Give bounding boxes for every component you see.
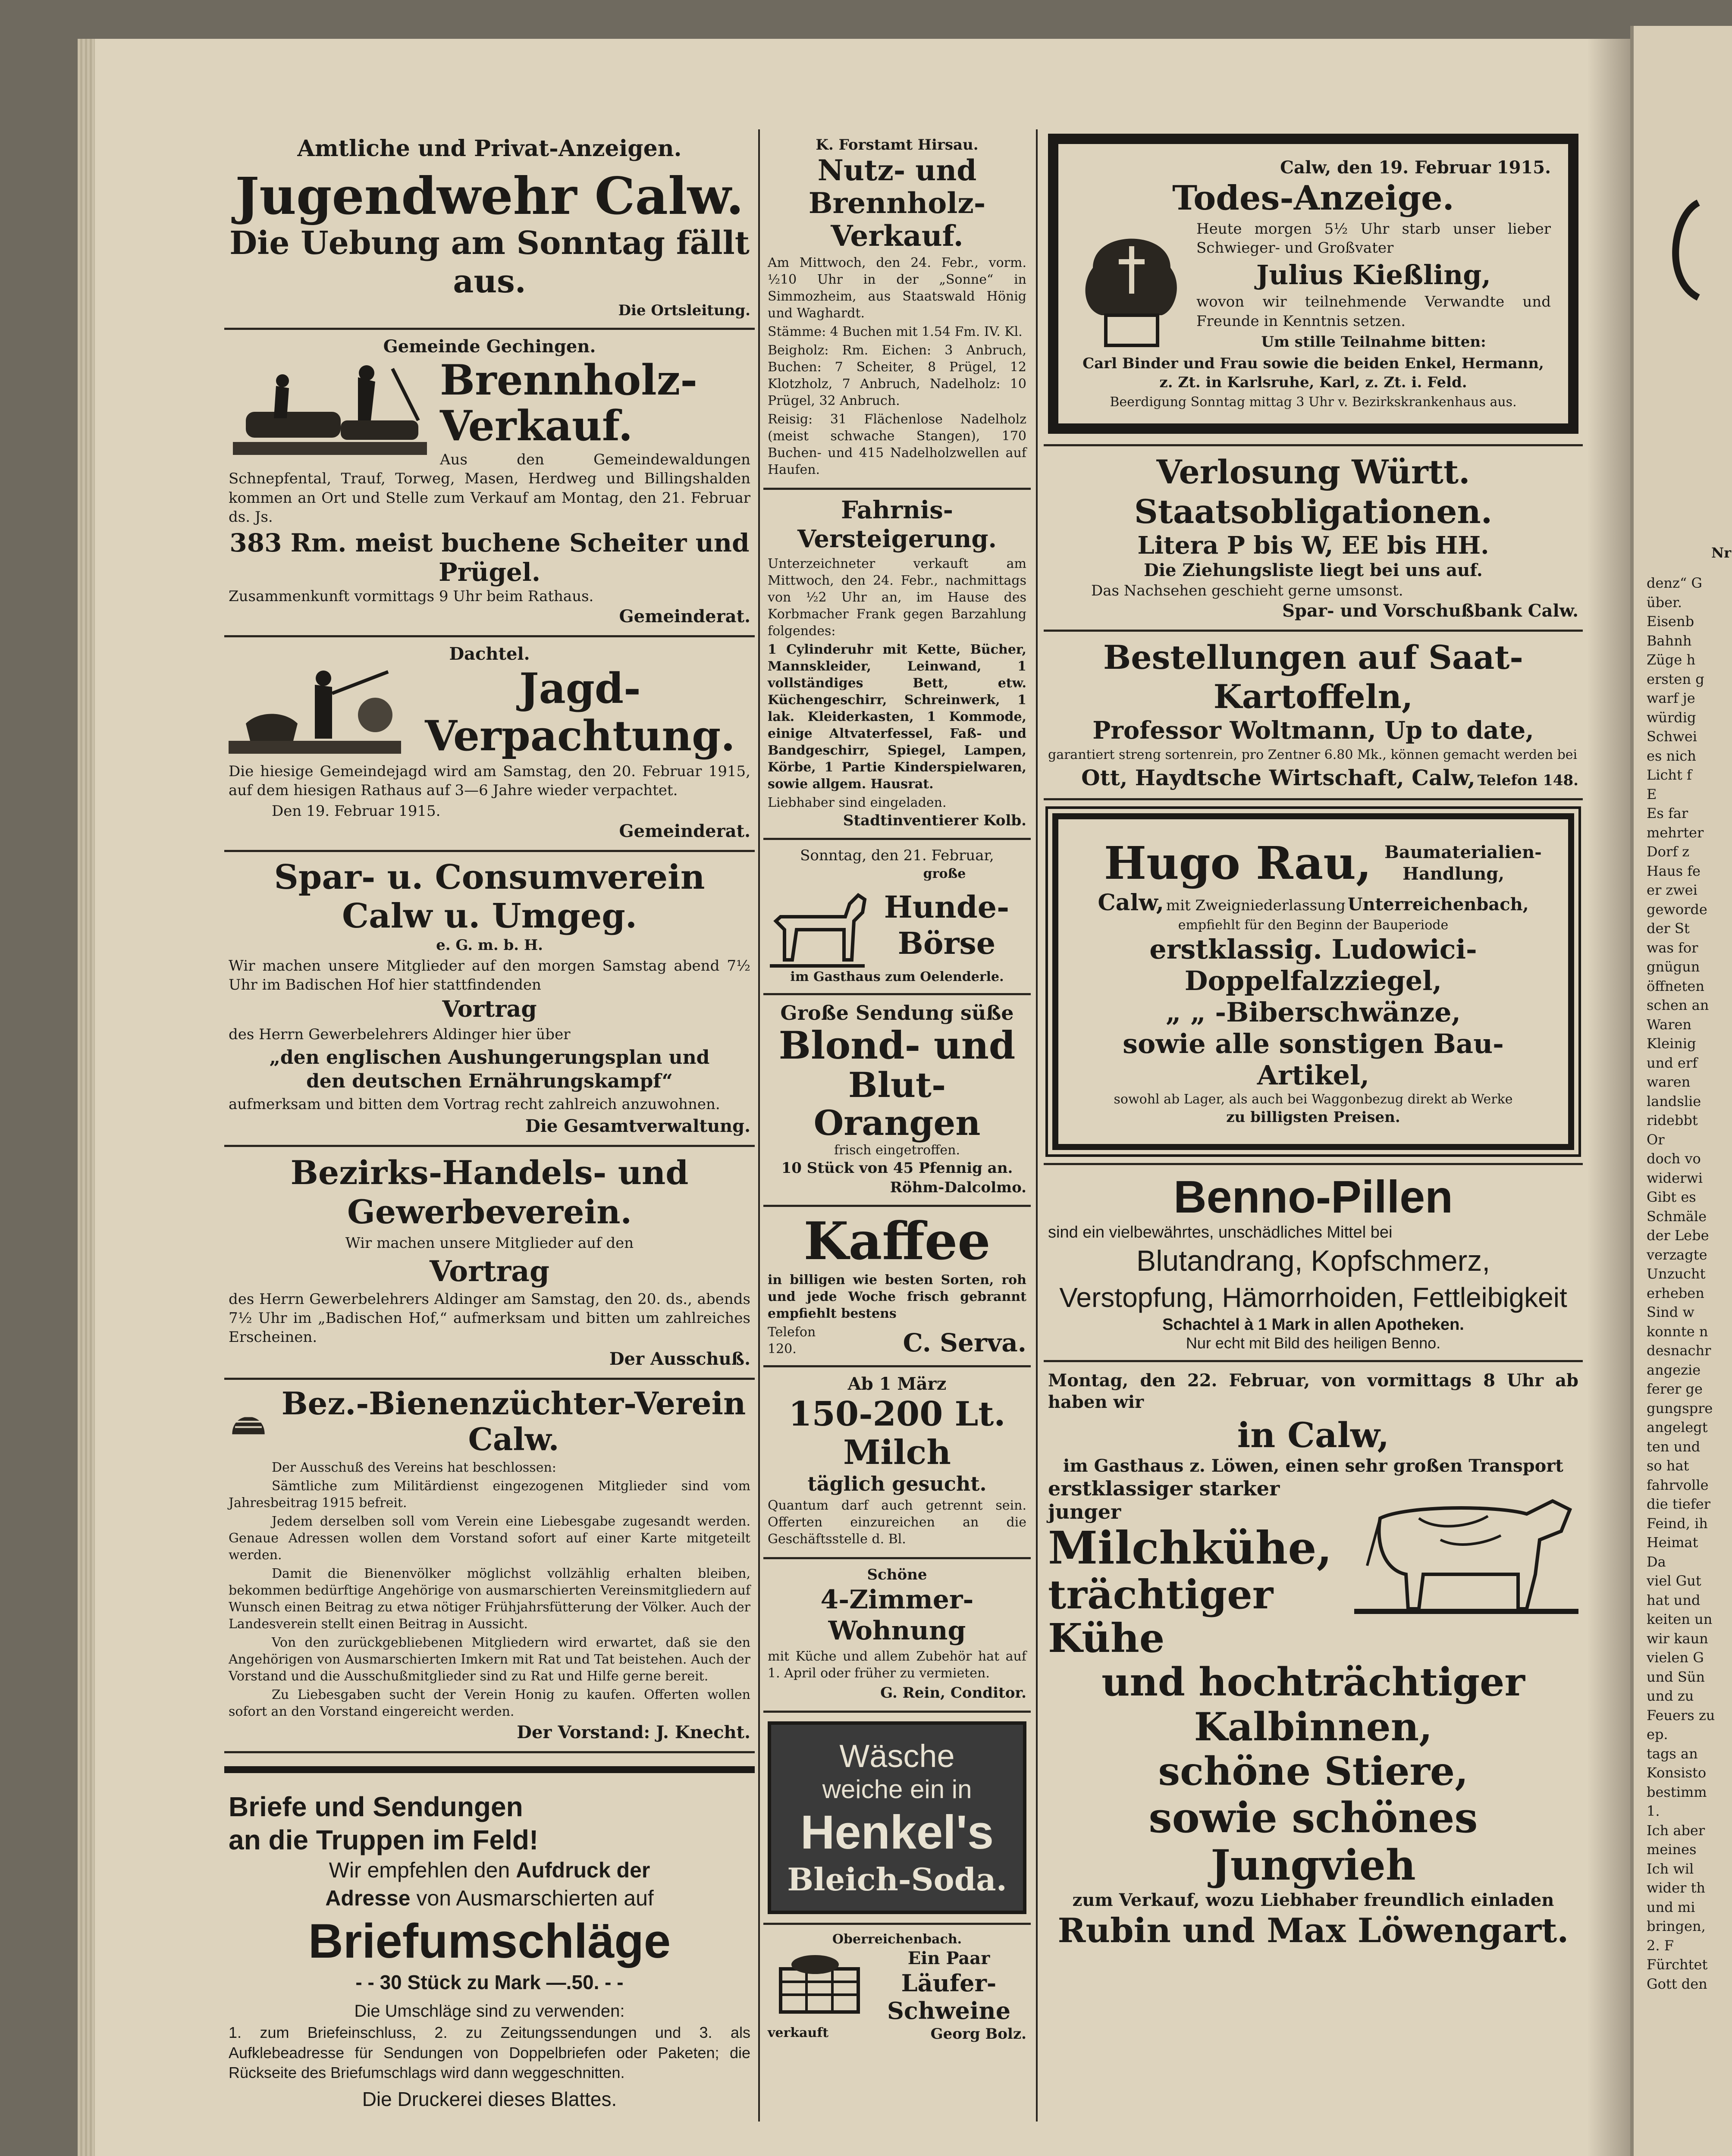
facing-page-line: gnügun: [1647, 959, 1700, 975]
orangen-l5: 10 Stück von 45 Pfennig an.: [781, 1159, 1013, 1177]
facing-page-line: gungspre: [1647, 1400, 1713, 1416]
rau-l5: „ „ -Biberschwänze,: [1165, 996, 1461, 1028]
kaffee-title: Kaffee: [803, 1210, 991, 1272]
facing-page-line: ridebbt: [1647, 1112, 1698, 1128]
facing-page-line: widerwi: [1647, 1169, 1703, 1186]
woodcutters-icon: [229, 360, 431, 464]
ad-henkel: [763, 1721, 1031, 1925]
todes-ask: Um stille Teilnahme bitten:: [1261, 333, 1486, 351]
facing-page-line: schen an: [1647, 997, 1709, 1013]
kartoffel-sign-row: [1048, 765, 1578, 790]
verlosung-l1: Litera P bis W, EE bis HH.: [1137, 531, 1489, 560]
kaffee-sign: C. Serva.: [903, 1328, 1026, 1357]
todes-body1: Heute morgen 5½ Uhr starb unser lieber Schwieger- und Großvater: [1196, 220, 1551, 257]
ad-laeuferschweine: [763, 1925, 1031, 2051]
kaffee-row: [768, 1324, 1026, 1357]
bienen-header: [229, 1386, 750, 1457]
briefe-headline1: Briefe und Sendungen: [229, 1791, 523, 1822]
wohnung-pre: Schöne: [867, 1566, 927, 1584]
orangen-l2: Blond- und: [778, 1022, 1016, 1068]
briefe-sign: Die Druckerei dieses Blattes.: [362, 2088, 617, 2111]
briefe-uses: 1. zum Briefeinschluss, 2. zu Zeitungssendungen und 3. als Aufklebeadresse für Sendungen von Doppelbriefen oder Paketen; die Rückseite des Briefumschlags wird dann weggeschnitten.: [229, 2023, 750, 2082]
rau-l2b: mit Zweigniederlassung: [1166, 897, 1346, 915]
facing-page-line: waren: [1647, 1074, 1691, 1090]
hunde-title1: Hunde-: [884, 889, 1010, 925]
henkel-l3: Henkel's: [800, 1805, 994, 1859]
facing-page-line: meines: [1647, 1841, 1697, 1858]
bezirk-vortrag: Vortrag: [429, 1254, 550, 1288]
facing-page-line: fahrvolle: [1647, 1476, 1709, 1493]
column-rule-1: [758, 129, 760, 2122]
facing-page-line: öffneten: [1647, 978, 1704, 994]
kartoffel-title: Bestellungen auf Saat-Kartoffeln,: [1103, 638, 1523, 716]
ad-hundeboerse: [763, 840, 1031, 995]
facing-page-line: vielen G: [1647, 1649, 1704, 1666]
benno-l2: Blutandrang, Kopfschmerz,: [1136, 1244, 1490, 1277]
facing-page-line: verzagte: [1647, 1246, 1707, 1263]
facing-page-line: Sind w: [1647, 1304, 1694, 1320]
facing-page-line: und Sün: [1647, 1668, 1705, 1685]
ad-kaffee: [763, 1207, 1031, 1367]
column-3: [1044, 129, 1583, 1958]
facing-page-line: Unzucht: [1647, 1266, 1706, 1282]
beehive-icon: [229, 1404, 268, 1439]
ad-orangen: [763, 995, 1031, 1207]
facing-page-line: E: [1647, 786, 1657, 802]
facing-page-line: Licht f: [1647, 767, 1692, 783]
benno-l5: Nur echt mit Bild des heiligen Benno.: [1186, 1334, 1441, 1352]
facing-page-line: angezie: [1647, 1361, 1701, 1378]
kuhe-l7: und hochträchtiger Kalbinnen,: [1101, 1659, 1525, 1750]
laufer-place: Oberreichenbach.: [832, 1931, 962, 1947]
briefe-headline2: an die Truppen im Feld!: [229, 1824, 539, 1855]
facing-page-line: Or: [1647, 1131, 1665, 1148]
facing-page-line: ten und: [1647, 1438, 1701, 1455]
kaffee-tel: Telefon 120.: [768, 1324, 816, 1357]
facing-page-line: Schwei: [1647, 728, 1697, 745]
forst-title: Nutz- und Brennholz-Verkauf.: [808, 154, 986, 253]
laufer-sign: Georg Bolz.: [930, 2025, 1026, 2043]
rau-l2a: Calw,: [1098, 890, 1164, 916]
facing-page-line: Ich wil: [1647, 1860, 1694, 1877]
facing-page-line: erheben: [1647, 1285, 1704, 1301]
bezirk-body1: Wir machen unsere Mitglieder auf den: [345, 1234, 634, 1252]
facing-page-line: doch vo: [1647, 1150, 1701, 1167]
consum-sign: Die Gesamtverwaltung.: [525, 1116, 750, 1137]
facing-page-line: ersten g: [1647, 671, 1704, 687]
ad-bezirksverein: [224, 1147, 755, 1380]
kuhe-l9: sowie schönes Jungvieh: [1148, 1793, 1478, 1890]
column-1: [224, 129, 755, 2118]
facing-page-line: Züge h: [1647, 652, 1696, 668]
facing-page-column: [1647, 73, 1732, 1993]
facing-page-line: Fürchtet: [1647, 1956, 1708, 1973]
milch-title: 150-200 Lt. Milch: [788, 1394, 1006, 1473]
bezirk-sign: Der Ausschuß.: [609, 1349, 750, 1369]
forst-stamme: Stämme: 4 Buchen mit 1.54 Fm. IV. Kl.: [768, 324, 1023, 339]
ad-consumverein: [224, 852, 755, 1147]
facing-page-line: wir kaun: [1647, 1630, 1708, 1647]
section-title: Amtliche und Privat-Anzeigen.: [297, 135, 682, 162]
jugendwehr-headline: Die Uebung am Sonntag fällt aus.: [229, 225, 750, 300]
milch-body: Quantum darf auch getrennt sein. Offerten einzureichen an die Geschäftsstelle d. Bl.: [768, 1498, 1026, 1547]
hunde-row: [768, 882, 1026, 968]
facing-page-line: würdig: [1647, 709, 1696, 726]
dog-icon: [768, 882, 867, 968]
hunde-date: Sonntag, den 21. Februar,: [800, 847, 994, 865]
facing-page-line: der Lebe: [1647, 1227, 1709, 1244]
todes-frame: [1048, 134, 1578, 434]
fahrnis-body: Unterzeichneter verkauft am Mittwoch, den 24. Febr., nachmittags von ½2 Uhr an, im Hause des Korbmacher Frank gegen Barzahlung folgendes:: [768, 556, 1026, 639]
dachtel-date: Den 19. Februar 1915.: [272, 802, 441, 820]
rau-trade: Baumaterialien-Handlung,: [1384, 842, 1542, 884]
kaffee-body: in billigen wie besten Sorten, roh und jede Woche frisch gebrannt empfiehlt bestens: [768, 1272, 1026, 1321]
orangen-l4: frisch eingetroffen.: [834, 1143, 960, 1158]
kuhe-l6: trächtiger Kühe: [1048, 1571, 1274, 1662]
ad-forstamt: [763, 129, 1031, 490]
forst-body: Am Mittwoch, den 24. Febr., vorm. ½10 Uhr in der „Sonne“ in Simmozheim, aus Staatswald Hönig und Waghardt.: [768, 255, 1026, 321]
laufer-l3: Schweine: [887, 1996, 1011, 2024]
ad-milchkuehe: [1044, 1362, 1583, 1958]
bienen-title: Bez.-Bienenzüchter-Verein Calw.: [281, 1385, 746, 1458]
fahrnis-title: Fahrnis-Versteigerung.: [797, 495, 997, 554]
todes-funeral: Beerdigung Sonntag mittag 3 Uhr v. Bezirkskrankenhaus aus.: [1110, 395, 1517, 410]
kuhe-l5: Milchkühe,: [1048, 1521, 1332, 1575]
facing-page-line: Heimat: [1647, 1534, 1698, 1551]
hunter-icon: [229, 667, 401, 758]
facing-page-line: Feuers zu: [1647, 1707, 1715, 1724]
facing-page-line: Schmäle: [1647, 1208, 1707, 1225]
benno-l3: Verstopfung, Hämorrhoiden, Fettleibigkeit: [1059, 1282, 1567, 1313]
facing-page: [1630, 26, 1732, 2156]
facing-page-line: der St: [1647, 920, 1690, 937]
briefe-line1-a: Wir empfehlen den: [329, 1858, 516, 1883]
facing-page-line: mehrter: [1647, 824, 1704, 841]
benno-l4: Schachtel à 1 Mark in allen Apotheken.: [1162, 1316, 1464, 1334]
consum-vortrag: Vortrag: [442, 996, 537, 1023]
milch-pre: Ab 1 März: [847, 1373, 947, 1394]
facing-page-emblem: [1647, 73, 1732, 561]
henkel-box: [768, 1721, 1026, 1914]
todes-date: Calw, den 19. Februar 1915.: [1280, 157, 1551, 178]
rau-l8: zu billigsten Preisen.: [1226, 1108, 1400, 1126]
bienen-sign: Der Vorstand: J. Knecht.: [517, 1722, 750, 1742]
bienen-p2: Sämtliche zum Militärdienst eingezogenen Mitglieder sind vom Jahresbeitrag 1915 befreit.: [229, 1478, 750, 1510]
henkel-l1: Wäsche: [839, 1738, 955, 1774]
cow-icon: [1354, 1479, 1578, 1617]
facing-page-line: keiten un: [1647, 1611, 1713, 1627]
ad-jagd-dachtel: [224, 637, 755, 852]
wohnung-sign: G. Rein, Conditor.: [880, 1684, 1026, 1702]
ad-brennholz-gechingen: [224, 330, 755, 637]
facing-page-line: landslie: [1647, 1093, 1701, 1109]
orangen-l3: Blut-Orangen: [813, 1065, 981, 1144]
facing-page-line: desnachr: [1647, 1342, 1711, 1359]
facing-page-line: und zu: [1647, 1688, 1694, 1704]
bienen-p1: Der Ausschuß des Vereins hat beschlossen:: [272, 1460, 556, 1475]
kuhe-l8: schöne Stiere,: [1158, 1749, 1468, 1795]
facing-page-line: warf je: [1647, 690, 1695, 706]
rau-l6: sowie alle sonstigen Bau-Artikel,: [1123, 1028, 1504, 1091]
facing-page-line: angelegt: [1647, 1419, 1708, 1435]
facing-page-line: was for: [1647, 939, 1698, 956]
facing-page-header: Nr: [1711, 545, 1732, 561]
briefe-line1: [229, 1856, 750, 1884]
laufer-l2: Läufer-: [901, 1969, 997, 1997]
laufer-verkauft: verkauft: [768, 2025, 829, 2040]
facing-page-line: Gott den: [1647, 1975, 1707, 1992]
consum-body1: Wir machen unsere Mitglieder auf den morgen Samstag abend 7½ Uhr im Badischen Hof hier stattfindenden: [229, 957, 750, 994]
facing-page-line: die tiefer: [1647, 1496, 1710, 1512]
ad-saatkartoffeln: [1044, 632, 1583, 800]
gechingen-headline: 383 Rm. meist buchene Scheiter und Prügel.: [229, 528, 750, 587]
rau-l3: empfiehlt für den Beginn der Bauperiode: [1178, 917, 1449, 933]
laufer-titles: [871, 1948, 1026, 2024]
ad-bienenzuechter: [224, 1380, 755, 1753]
forst-reisig: Reisig: 31 Flächenlose Nadelholz (meist schwache Stangen), 170 Buchen- und 415 Nadelholzwellen auf Haufen.: [768, 411, 1026, 477]
facing-page-line: und mi: [1647, 1899, 1695, 1915]
todes-body2: wovon wir teilnehmende Verwandte und Freunde in Kenntnis setzen.: [1196, 293, 1551, 330]
pig-crate-icon: [768, 1952, 871, 2021]
rau-l2c: Unterreichenbach,: [1347, 894, 1529, 915]
kuhe-l2: in Calw,: [1237, 1415, 1390, 1456]
facing-page-line: Dorf z: [1647, 843, 1690, 860]
bezirk-title: Bezirks-Handels- und Gewerbeverein.: [290, 1153, 689, 1232]
facing-page-line: viel Gut: [1647, 1573, 1701, 1589]
gechingen-place: Gemeinde Gechingen.: [383, 336, 596, 357]
ad-hugo-rau: [1044, 813, 1583, 1165]
emblem-icon: [1647, 73, 1732, 410]
verlosung-sign: Spar- und Vorschußbank Calw.: [1282, 600, 1578, 621]
facing-page-line: konnte n: [1647, 1323, 1708, 1340]
todes-title: Todes-Anzeige.: [1172, 179, 1454, 218]
facing-page-line: Bahnh: [1647, 632, 1692, 649]
consum-body2: des Herrn Gewerbelehrers Aldinger hier über: [229, 1025, 571, 1043]
facing-page-line: und erf: [1647, 1054, 1697, 1071]
briefe-line2: [229, 1884, 750, 1912]
column-2: [763, 129, 1031, 2051]
facing-page-line: bringen,: [1647, 1918, 1706, 1934]
wohnung-body: mit Küche und allem Zubehör hat auf 1. April oder früher zu vermieten.: [768, 1649, 1026, 1681]
facing-page-line: ferer ge: [1647, 1381, 1703, 1397]
facing-page-line: denz“ G: [1647, 575, 1702, 591]
henkel-l2: weiche ein in: [822, 1774, 972, 1804]
kuhe-l1: Montag, den 22. Februar, von vormittags 8 Uhr ab haben wir: [1048, 1370, 1578, 1413]
benno-l1: sind ein vielbewährtes, unschädliches Mittel bei: [1048, 1223, 1393, 1241]
facing-page-line: über.: [1647, 594, 1682, 611]
verlosung-l2: Die Ziehungsliste liegt bei uns auf.: [1144, 560, 1483, 580]
facing-page-line: so hat: [1647, 1457, 1689, 1474]
facing-page-line: Es far: [1647, 805, 1688, 821]
facing-page-line: ep.: [1647, 1726, 1668, 1742]
facing-page-line: Gibt es: [1647, 1189, 1696, 1205]
kuhe-l3: im Gasthaus z. Löwen, einen sehr großen Transport: [1063, 1456, 1563, 1476]
briefe-line2-a: Adresse: [325, 1886, 411, 1911]
kuhe-sign: Rubin und Max Löwengart.: [1057, 1911, 1569, 1950]
fahrnis-invite: Liebhaber sind eingeladen.: [768, 795, 947, 811]
ad-briefumschlaege: [224, 1766, 755, 2118]
memorial-icon: [1076, 220, 1188, 350]
facing-page-line: 1.: [1647, 1803, 1660, 1819]
ad-wohnung: [763, 1559, 1031, 1712]
ad-todesanzeige: [1044, 134, 1583, 446]
jugendwehr-sign: Die Ortsleitung.: [618, 301, 750, 319]
facing-page-line: Kleinig: [1647, 1035, 1696, 1052]
facing-page-line: bestimm: [1647, 1783, 1707, 1800]
rau-l4: erstklassig. Ludowici-Doppelfalzziegel,: [1149, 933, 1477, 997]
fahrnis-items: 1 Cylinderuhr mit Kette, Bücher, Mannskleider, Leinwand, 1 vollständiges Bett, etw. Küchengeschirr, Schreinwerk, 1 lak. Kleiderkasten, 1 Kommode, einige Altvaterfessel, Faß- und Bandgeschirr, Spiegel, Lampen, Körbe, 1 Partie Kinderspielwaren, sowie allgem. Hausrat.: [768, 642, 1026, 792]
milch-sub: täglich gesucht.: [807, 1472, 987, 1496]
facing-page-text-lines: [1647, 573, 1732, 1993]
facing-page-line: tags an: [1647, 1745, 1698, 1762]
laufer-row: [768, 1948, 1026, 2024]
section-header: [224, 129, 755, 162]
forst-beigholz: Beigholz: Rm. Eichen: 3 Anbruch, Buchen: 7 Scheiter, 8 Prügel, 12 Klotzholz, 7 Anbruch, Nadelholz: 10 Prügel, 32 Anbruch.: [768, 342, 1026, 408]
briefe-price: - - 30 Stück zu Mark —.50. - -: [355, 1971, 624, 1993]
briefe-line2-b: von Ausmarschierten auf: [410, 1886, 654, 1911]
kartoffel-sign: Ott, Haydtsche Wirtschaft, Calw,: [1081, 765, 1475, 791]
bienen-p6: Zu Liebesgaben sucht der Verein Honig zu kaufen. Offerten wollen sofort an den Vorstand eingereicht werden.: [229, 1687, 750, 1719]
rau-head: [1071, 837, 1555, 890]
rau-frame: [1052, 813, 1574, 1150]
hunde-grosse: große: [923, 866, 966, 881]
dachtel-body: Die hiesige Gemeindejagd wird am Samstag, den 20. Februar 1915, auf dem hiesigen Rathaus auf 3—6 Jahre wieder verpachtet.: [229, 762, 750, 799]
kartoffel-kinds: Professor Woltmann, Up to date,: [1092, 716, 1534, 745]
verlosung-title: Verlosung Württ. Staatsobligationen.: [1134, 453, 1493, 531]
gechingen-body: Aus den Gemeindewaldungen Schnepfental, Trauf, Torweg, Masen, Herdweg und Billingshalden kommen an Ort und Stelle zum Verkauf am Montag, den 21. Februar ds. Js.: [229, 451, 750, 526]
gutter-shadow: [1587, 39, 1630, 2156]
hunde-title2: Börse: [897, 925, 996, 961]
facing-page-line: geworde: [1647, 901, 1707, 918]
hunde-titles: [867, 889, 1026, 962]
column-rule-2: [1036, 129, 1038, 2122]
todes-name: Julius Kießling,: [1256, 259, 1491, 291]
consum-topic: „den englischen Aushungerungsplan und den deutschen Ernährungskampf“: [269, 1046, 710, 1092]
gechingen-sign: Gemeinderat.: [619, 606, 750, 627]
briefe-line1-b: Aufdruck der: [516, 1858, 650, 1883]
orangen-sign: Röhm-Dalcolmo.: [890, 1178, 1026, 1196]
kartoffel-tel: Telefon 148.: [1477, 772, 1578, 790]
facing-page-line: er zwei: [1647, 882, 1697, 898]
wohnung-title: 4-Zimmer-Wohnung: [820, 1585, 974, 1646]
ad-verlosung: [1044, 446, 1583, 632]
jugendwehr-title: Jugendwehr Calw.: [235, 166, 744, 226]
bienen-p3: Jedem derselben soll vom Verein eine Liebesgabe zugesandt werden. Genaue Adressen wollen dem Vorstand sofort auf einer Karte mitgeteilt werden.: [229, 1514, 750, 1563]
briefe-intro: Die Umschläge sind zu verwenden:: [354, 2001, 625, 2021]
verlosung-l3: Das Nachsehen geschieht gerne umsonst.: [1091, 582, 1403, 599]
henkel-l4: Bleich-Soda.: [787, 1861, 1007, 1898]
facing-page-line: Konsisto: [1647, 1764, 1707, 1781]
facing-page-line: Ich aber: [1647, 1822, 1705, 1839]
facing-page-line: Haus fe: [1647, 862, 1701, 879]
benno-title: Benno-Pillen: [1173, 1171, 1453, 1222]
kuhe-l4: erstklassiger starker junger: [1048, 1477, 1280, 1524]
kuhe-l10: zum Verkauf, wozu Liebhaber freundlich einladen: [1072, 1890, 1554, 1910]
facing-page-line: es nich: [1647, 747, 1696, 764]
ad-jugendwehr: [224, 162, 755, 330]
bienen-p5: Von den zurückgebliebenen Mitgliedern wird erwartet, daß sie den Angehörigen von Ausmarschierten Imkern mit Rat und Tat beistehen. Auch der Vorstand und die Ausschußmitglieder sind zu Rat und Hilfe gerne bereit.: [229, 1635, 750, 1684]
forst-office: K. Forstamt Hirsau.: [816, 136, 979, 154]
ad-fahrnis: [763, 490, 1031, 840]
consum-title: Spar- u. Consumverein Calw u. Umgeg.: [274, 858, 705, 936]
facing-page-line: 2. F: [1647, 1937, 1674, 1954]
bienen-p4: Damit die Bienenvölker möglichst vollzählig erhalten bleiben, bekommen bedürftige Angehörige von ausmarschierten Vereinsmitgliedern auf Wunsch einen Beitrag zu etwa nötiger Frühjahrsfütterung der Völker. Auch der Landesverein stellt einen Beitrag in Aussicht.: [229, 1566, 750, 1632]
laufer-l1: Ein Paar: [907, 1948, 990, 1968]
facing-page-line: Waren: [1647, 1016, 1692, 1033]
consum-sub: e. G. m. b. H.: [436, 936, 543, 954]
facing-page-line: Feind, ih: [1647, 1515, 1708, 1532]
facing-page-line: Da: [1647, 1553, 1666, 1570]
dachtel-place: Dachtel.: [449, 644, 530, 664]
rau-name: Hugo Rau,: [1104, 837, 1372, 890]
facing-page-line: hat und: [1647, 1592, 1701, 1608]
hunde-place: im Gasthaus zum Oelenderle.: [790, 969, 1004, 984]
fahrnis-sign: Stadtinventierer Kolb.: [843, 812, 1026, 830]
rau-l7: sowohl ab Lager, als auch bei Waggonbezug direkt ab Werke: [1114, 1091, 1513, 1107]
consum-body3: aufmerksam und bitten dem Vortrag recht zahlreich anzuwohnen.: [229, 1095, 720, 1113]
ad-milch: [763, 1367, 1031, 1559]
bezirk-body2: des Herrn Gewerbelehrers Aldinger am Samstag, den 20. ds., abends 7½ Uhr im „Badischen Hof,“ aufmerksam und bitten um zahlreiches Erscheinen.: [229, 1290, 750, 1346]
gechingen-meeting: Zusammenkunft vormittags 9 Uhr beim Rathaus.: [229, 587, 594, 605]
gechingen-title: Brennholz-Verkauf.: [440, 355, 698, 450]
kartoffel-body: garantiert streng sortenrein, pro Zentner 6.80 Mk., können gemacht werden bei: [1048, 747, 1578, 763]
rau-line2: [1071, 890, 1555, 916]
ad-benno-pillen: [1044, 1165, 1583, 1363]
facing-page-line: Eisenb: [1647, 613, 1694, 630]
laufer-bottom: [768, 2024, 1026, 2043]
todes-family: Carl Binder und Frau sowie die beiden Enkel, Hermann, z. Zt. in Karlsruhe, Karl, z. Zt. i. Feld.: [1082, 355, 1544, 392]
briefe-title: Briefumschläge: [308, 1914, 671, 1968]
facing-page-line: wider th: [1647, 1880, 1705, 1896]
dachtel-title: Jagd-Verpachtung.: [425, 664, 735, 761]
dachtel-sign: Gemeinderat.: [619, 821, 750, 842]
orangen-l1: Große Sendung süße: [780, 1001, 1014, 1025]
